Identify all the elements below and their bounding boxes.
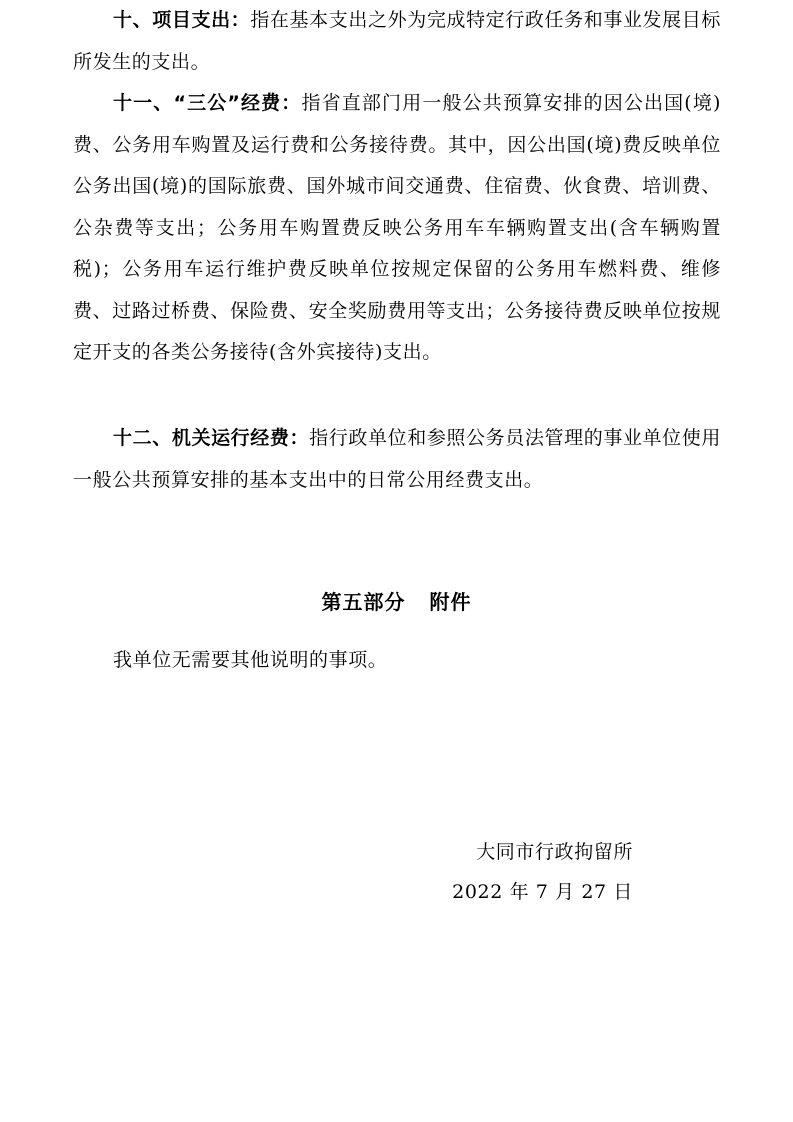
attachment-note: 我单位无需要其他说明的事项。 bbox=[113, 649, 388, 671]
definition-text: 指省直部门用一般公共预算安排的因公出国(境)费、公务用车购置及运行费和公务接待费。其中，因公出国(境)费反映单位公务出国(境)的国际旅费、国外城市间交通费、住宿费、伙食费、培训费、公杂费等支出；公务用车购置费反映公务用车车辆购置支出(含车辆购置税)；公务用车运行维护费反映单位按规定保留的公务用车燃料费、维修费、过路过桥费、保险费、安全奖励费用等支出；公务接待费反映单位按规定开支的各类公务接待(含外宾接待)支出。 bbox=[73, 92, 722, 363]
definition-three-public-funds bbox=[73, 83, 721, 374]
signature-organization: 大同市行政拘留所 bbox=[476, 841, 633, 863]
definition-operating-funds bbox=[73, 418, 721, 501]
definition-project-expenditure bbox=[73, 0, 721, 83]
definition-text: 指行政单位和参照公务员法管理的事业单位使用一般公共预算安排的基本支出中的日常公用经费支出。 bbox=[73, 427, 721, 491]
definition-term: 十一、“三公”经费： bbox=[113, 92, 302, 114]
section-heading bbox=[0, 582, 793, 622]
definition-term: 十、项目支出： bbox=[113, 9, 251, 31]
signature-date: 2022 年 7 月 27 日 bbox=[452, 881, 633, 903]
definition-term: 十二、机关运行经费： bbox=[113, 427, 310, 449]
definition-text: 指在基本支出之外为完成特定行政任务和事业发展目标所发生的支出。 bbox=[73, 9, 721, 73]
section-part: 第五部分 bbox=[321, 590, 406, 614]
section-title: 附件 bbox=[429, 590, 472, 614]
